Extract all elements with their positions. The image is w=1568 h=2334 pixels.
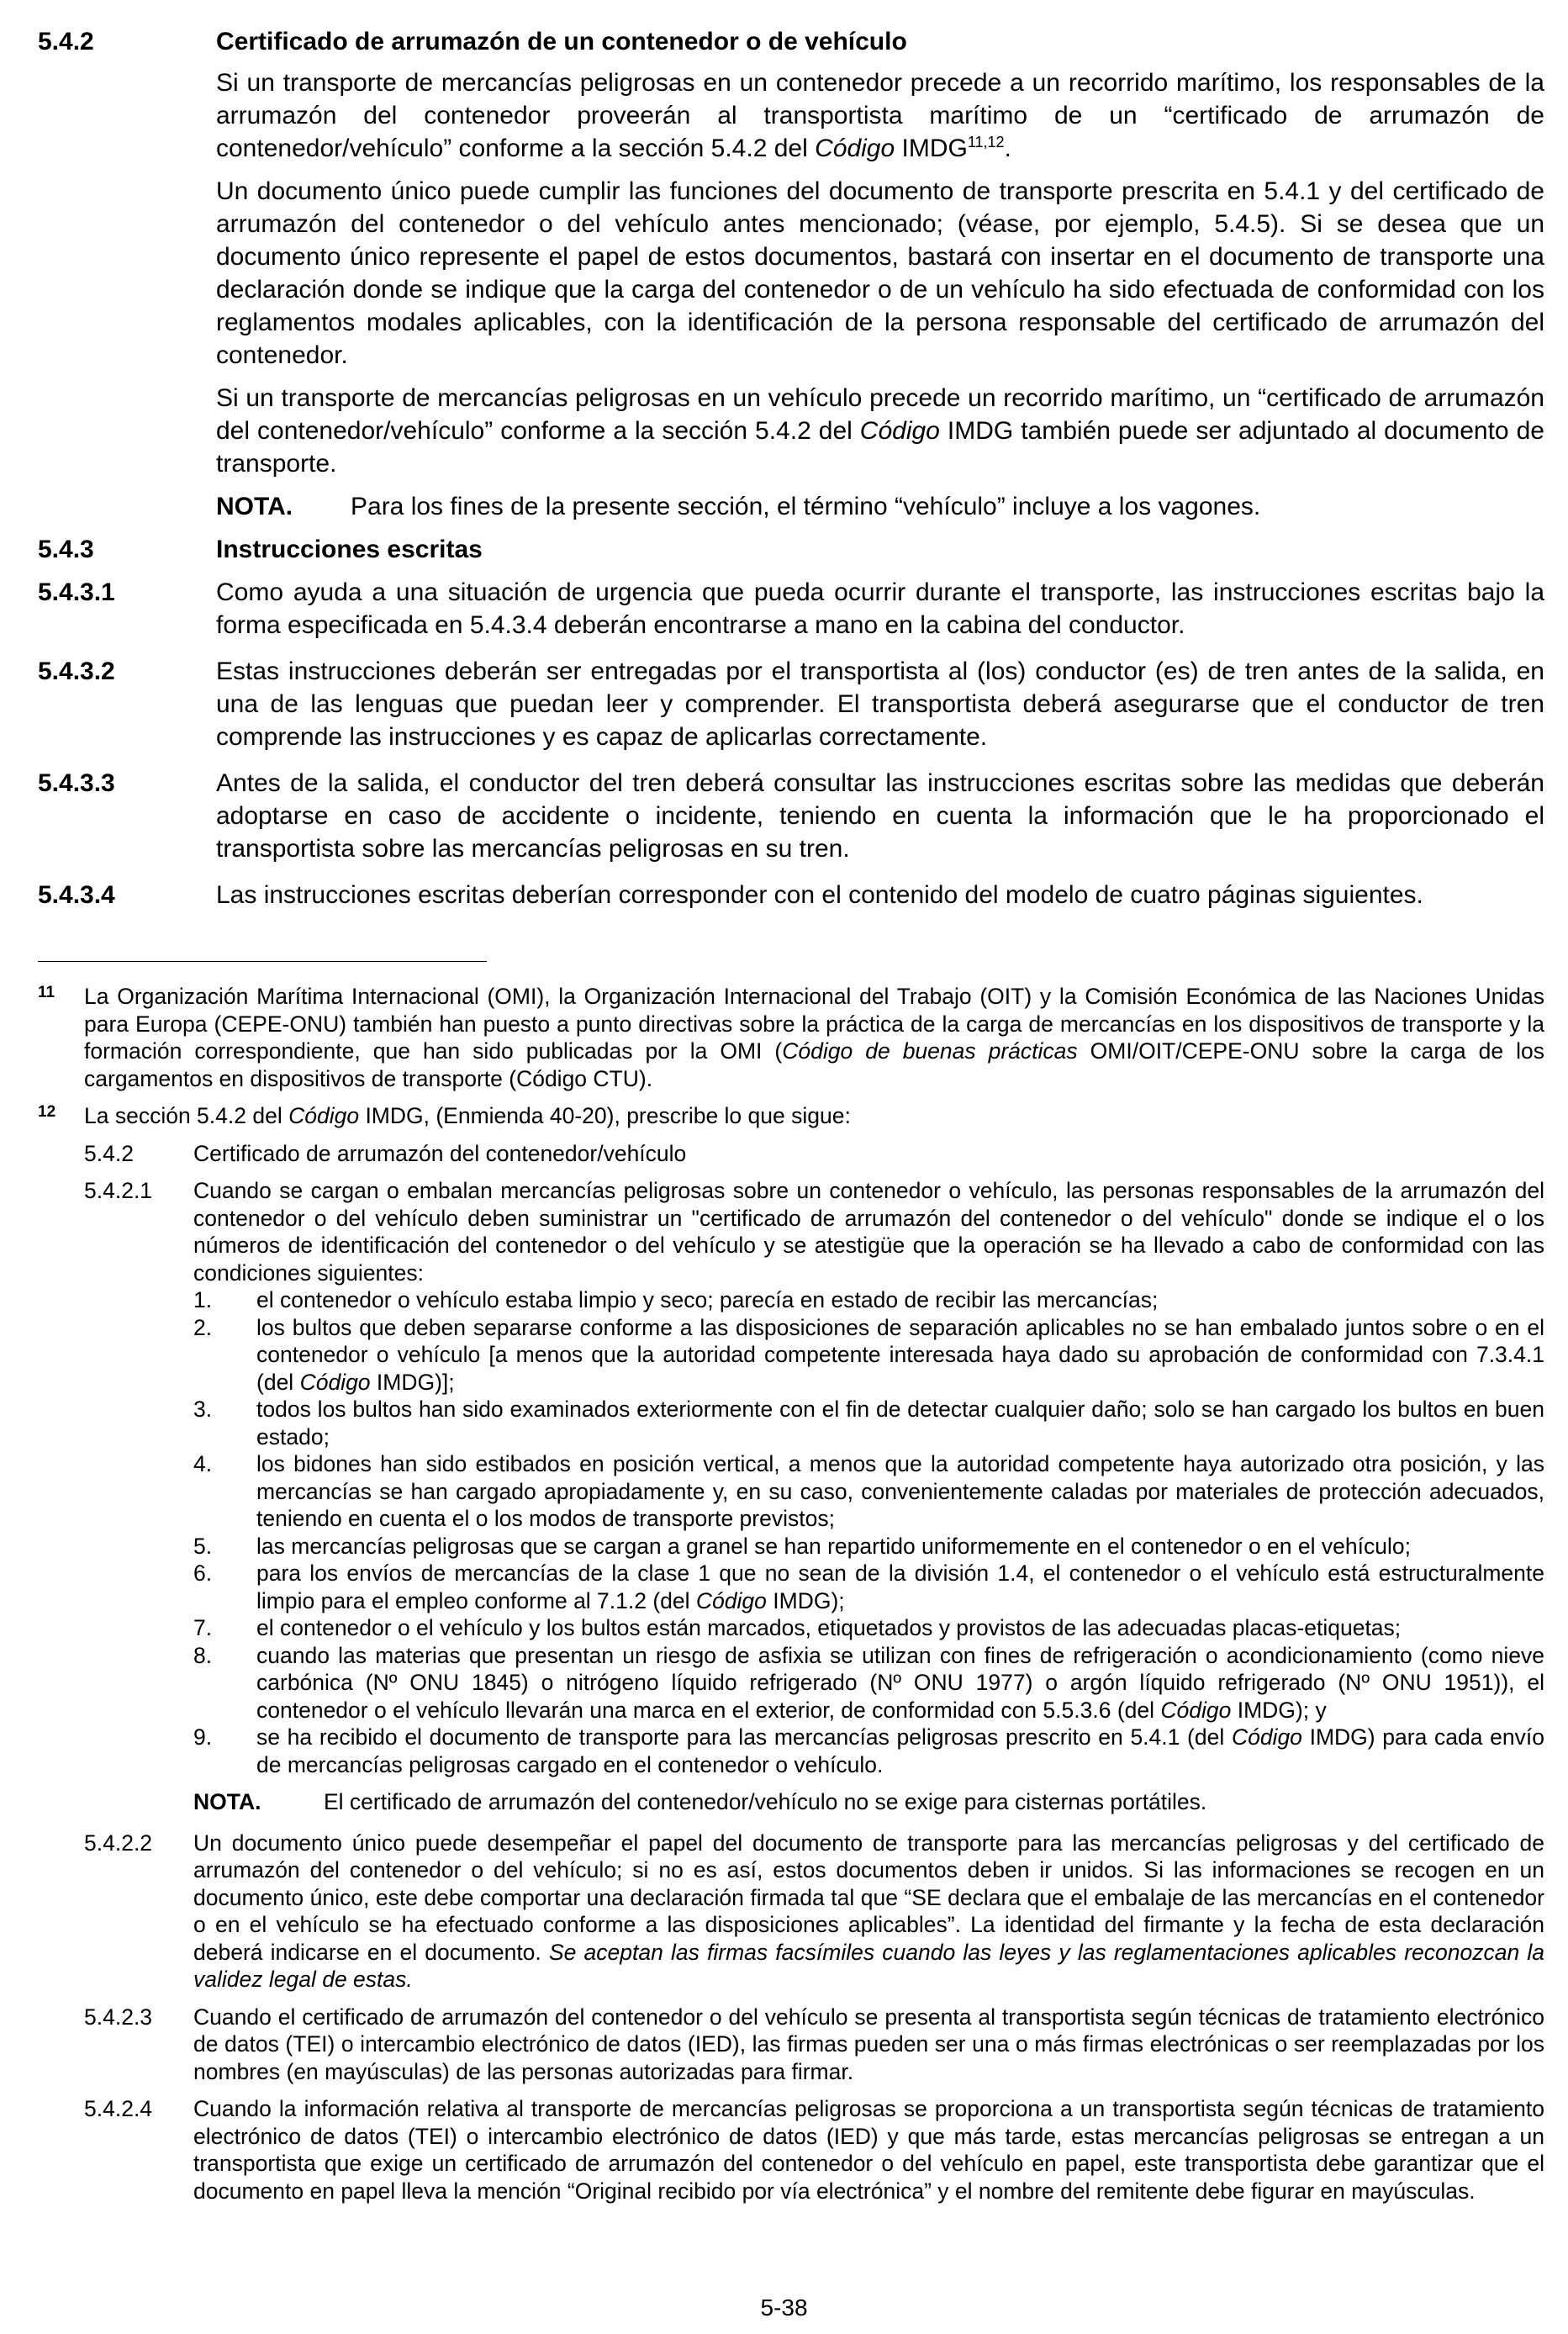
- quoted-note: [193, 1788, 1544, 1816]
- quoted-subsection-5-4-2-3: [84, 2004, 1544, 2086]
- list-item-text: cuando las materias que presentan un riesgo de asfixia se utilizan con fines de refrigeración o acondicionamiento (como nieve carbónica (Nº ONU 1845) o nitrógeno líquido refrigerado (Nº ONU 1977) o argón líquido refrigerado (Nº ONU 1951)), el contenedor o el vehículo llevarán una marca en el exterior, de conformidad con 5.5.3.6 (del Código IMDG); y: [256, 1642, 1544, 1723]
- paragraph-3: Si un transporte de mercancías peligrosas en un vehículo precede un recorrido marítimo, un “certificado de arrumazón del contenedor/vehículo” conforme a la sección 5.4.2 del Código IMDG también puede ser adjuntado al documento de transporte.: [216, 384, 1544, 478]
- footnote-mark: 11: [38, 984, 55, 1001]
- list-item-text: todos los bultos han sido examinados exteriormente con el fin de detectar cualquier daño; solo se han cargado los bultos en buen estado;: [256, 1397, 1544, 1450]
- footnote-11: [38, 983, 1544, 1092]
- quoted-subsection-text: Cuando el certificado de arrumazón del contenedor o del vehículo se presenta al transportista según técnicas de tratamiento electrónico de datos (TEI) o intercambio electrónico de datos (IED), las firmas pueden ser una o más firmas electrónicas o ser reemplazadas por los nombres (en mayúsculas) de las personas autorizadas para firmar.: [193, 2004, 1544, 2084]
- section-title: Certificado de arrumazón de un contenedor o de vehículo: [216, 28, 907, 55]
- list-item-number: 7.: [193, 1615, 213, 1640]
- list-item-text: el contenedor o el vehículo y los bultos están marcados, etiquetados y provistos de las adecuadas placas-etiquetas;: [256, 1615, 1402, 1640]
- list-item: [193, 1724, 1544, 1778]
- list-item-text: el contenedor o vehículo estaba limpio y seco; parecía en estado de recibir las mercancías;: [256, 1287, 1159, 1312]
- list-item-number: 4.: [193, 1451, 213, 1476]
- paragraph-2: Un documento único puede cumplir las funciones del documento de transporte prescrita en 5.4.1 y del certificado de arrumazón del contenedor o del vehículo antes mencionado; (véase, por ejemplo, 5.4.5). Si se desea que un documento único represente el papel de estos documentos, bastará con insertar en el documento de transporte una declaración donde se indique que la carga del contenedor o de un vehículo ha sido efectuada de conformidad con los reglamentos modales aplicables, con la identificación de la persona responsable del certificado de arrumazón del contenedor.: [216, 177, 1544, 369]
- subsection-text: Como ayuda a una situación de urgencia que pueda ocurrir durante el transporte, las instrucciones escritas bajo la forma especificada en 5.4.3.4 deberán encontrarse a mano en la cabina del conductor.: [216, 578, 1544, 639]
- list-item-text: los bidones han sido estibados en posición vertical, a menos que la autoridad competente haya autorizado otra posición, y las mercancías se han cargado apropiadamente y, en su caso, convenientemente caladas por materiales de protección adecuados, teniendo en cuenta el o los modos de transporte previstos;: [256, 1451, 1544, 1531]
- footnote-ref: 11,12: [967, 134, 1005, 150]
- subsection-5-4-3-4: [38, 879, 1544, 911]
- list-item: [193, 1314, 1544, 1397]
- subsection-text: Estas instrucciones deberán ser entregadas por el transportista al (los) conductor (es) de tren antes de la salida, en una de las lenguas que puedan leer y comprender. El transportista deberá asegurarse que el conductor de tren comprende las instrucciones y es capaz de aplicarlas correctamente.: [216, 657, 1544, 751]
- list-item-text: se ha recibido el documento de transporte para las mercancías peligrosas prescrito en 5.4.1 (del Código IMDG) para cada envío de mercancías peligrosas cargado en el contenedor o vehículo.: [256, 1724, 1544, 1777]
- quoted-subsection-5-4-2-2: [84, 1830, 1544, 1993]
- subsection-number: 5.4.3.4: [38, 881, 115, 909]
- list-item: [193, 1396, 1544, 1450]
- section-5-4-3-heading: [38, 533, 1544, 566]
- list-item-number: 2.: [193, 1314, 213, 1340]
- note-label: NOTA.: [193, 1789, 261, 1814]
- subsection-number: 5.4.3.1: [38, 578, 115, 606]
- list-item-number: 6.: [193, 1560, 213, 1586]
- list-item-number: 1.: [193, 1287, 213, 1312]
- subsection-5-4-3-2: [38, 655, 1544, 753]
- footnote-12: [38, 1102, 1544, 1130]
- list-item-number: 5.: [193, 1533, 213, 1559]
- note: [216, 490, 1544, 523]
- page-number: 5-38: [760, 2294, 808, 2321]
- list-item: [193, 1560, 1544, 1614]
- footnote-mark: 12: [38, 1103, 56, 1121]
- main-text: [38, 25, 1544, 911]
- list-item-number: 3.: [193, 1397, 213, 1422]
- conditions-list: [193, 1286, 1544, 1778]
- list-item: [193, 1286, 1544, 1314]
- quoted-subsection-text: Un documento único puede desempeñar el papel del documento de transporte para las mercancías peligrosas y del certificado de arrumazón del contenedor o del vehículo; si no es así, estos documentos deben ir unidos. Si las informaciones se recogen en un documento único, este debe comportar una declaración firmada tal que “SE declara que el embalaje de las mercancías en el contenedor o en el vehículo se ha efectuado conforme a las disposiciones aplicables”. La identidad del firmante y la fecha de esta declaración deberá indicarse en el documento. Se aceptan las firmas facsímiles cuando las leyes y las reglamentaciones aplicables reconozcan la validez legal de estas.: [193, 1830, 1544, 1992]
- list-item-number: 9.: [193, 1724, 213, 1750]
- section-5-4-2-heading: [38, 25, 1544, 58]
- subsection-text: Antes de la salida, el conductor del tren deberá consultar las instrucciones escritas sobre las medidas que deberán adoptarse en caso de accidente o incidente, teniendo en cuenta la información que le ha proporcionado el transportista sobre las mercancías peligrosas en su tren.: [216, 769, 1544, 863]
- quoted-subsection-number: 5.4.2.1: [84, 1178, 153, 1203]
- list-item-text: para los envíos de mercancías de la clase 1 que no sean de la división 1.4, el contenedor o el vehículo está estructuralmente limpio para el empleo conforme al 7.1.2 (del Código IMDG);: [256, 1560, 1544, 1613]
- paragraph-1: Si un transporte de mercancías peligrosas en un contenedor precede a un recorrido marítimo, los responsables de la arrumazón del contenedor proveerán al transportista marítimo de un “certificado de arrumazón de contenedor/vehículo” conforme a la sección 5.4.2 del Código IMDG$^{11,12}$.: [216, 69, 1544, 162]
- list-item-text: los bultos que deben separarse conforme a las disposiciones de separación aplicables no se han embalado juntos sobre o en el contenedor o vehículo [a menos que la autoridad competente interesada haya dado su aprobación de conformidad con 7.3.4.1 (del Código IMDG)];: [256, 1314, 1544, 1395]
- footnote-separator: [38, 961, 487, 962]
- quoted-subsection-5-4-2-1: [84, 1177, 1544, 1778]
- list-item-text: las mercancías peligrosas que se cargan a granel se han repartido uniformemente en el contenedor o en el vehículo;: [256, 1533, 1411, 1559]
- section-number: 5.4.2: [38, 28, 94, 55]
- list-item: [193, 1533, 1544, 1560]
- note-label: NOTA.: [216, 493, 293, 520]
- note-text: Para los fines de la presente sección, el término “vehículo” incluye a los vagones.: [351, 493, 1261, 520]
- list-item: [193, 1642, 1544, 1724]
- section-number: 5.4.3: [38, 536, 94, 563]
- list-item: [193, 1450, 1544, 1533]
- quoted-subsection-text: Cuando se cargan o embalan mercancías peligrosas sobre un contenedor o vehículo, las personas responsables de la arrumazón del contenedor o del vehículo deben suministrar un "certificado de arrumazón del contenedor o del vehículo" donde se indique el o los números de identificación del contenedor o del vehículo y se atestigüe que la operación se ha llevado a cabo de conformidad con las condiciones siguientes:: [193, 1178, 1544, 1286]
- list-item-number: 8.: [193, 1642, 213, 1668]
- quoted-section-heading: [84, 1140, 1544, 1168]
- subsection-number: 5.4.3.3: [38, 769, 115, 797]
- quoted-section-number: 5.4.2: [84, 1140, 134, 1166]
- quoted-section-title: Certificado de arrumazón del contenedor/vehículo: [193, 1140, 687, 1166]
- subsection-text: Las instrucciones escritas deberían corresponder con el contenido del modelo de cuatro páginas siguientes.: [216, 881, 1423, 909]
- quoted-subsection-text: Cuando la información relativa al transporte de mercancías peligrosas se proporciona a un transportista según técnicas de tratamiento electrónico de datos (TEI) o intercambio electrónico de datos (IED) y que más tarde, estas mercancías peligrosas se entregan a un transportista que exige un certificado de arrumazón del contenedor o del vehículo en papel, este transportista debe garantizar que el documento en papel lleva la mención “Original recibido por vía electrónica” y el nombre del remitente debe figurar en mayúsculas.: [193, 2096, 1544, 2204]
- footnote-text: La sección 5.4.2 del Código IMDG, (Enmienda 40-20), prescribe lo que sigue:: [84, 1103, 851, 1128]
- list-item: [193, 1614, 1544, 1642]
- subsection-5-4-3-1: [38, 576, 1544, 642]
- footnotes: [38, 983, 1544, 2205]
- quoted-subsection-number: 5.4.2.3: [84, 2004, 153, 2030]
- subsection-5-4-3-3: [38, 767, 1544, 865]
- section-title: Instrucciones escritas: [216, 536, 483, 563]
- quoted-subsection-number: 5.4.2.4: [84, 2096, 153, 2121]
- quoted-subsection-number: 5.4.2.2: [84, 1830, 153, 1856]
- subsection-number: 5.4.3.2: [38, 657, 115, 685]
- quoted-subsection-5-4-2-4: [84, 2095, 1544, 2205]
- note-text: El certificado de arrumazón del contenedor/vehículo no se exige para cisternas portátiles.: [324, 1789, 1207, 1814]
- footnote-text: La Organización Marítima Internacional (OMI), la Organización Internacional del Trabajo (OIT) y la Comisión Económica de las Naciones Unidas para Europa (CEPE-ONU) también han puesto a punto directivas sobre la práctica de la carga de mercancías en los dispositivos de transporte y la formación correspondiente, que han sido publicadas por la OMI (Código de buenas prácticas OMI/OIT/CEPE-ONU sobre la carga de los cargamentos en dispositivos de transporte (Código CTU).: [84, 984, 1544, 1091]
